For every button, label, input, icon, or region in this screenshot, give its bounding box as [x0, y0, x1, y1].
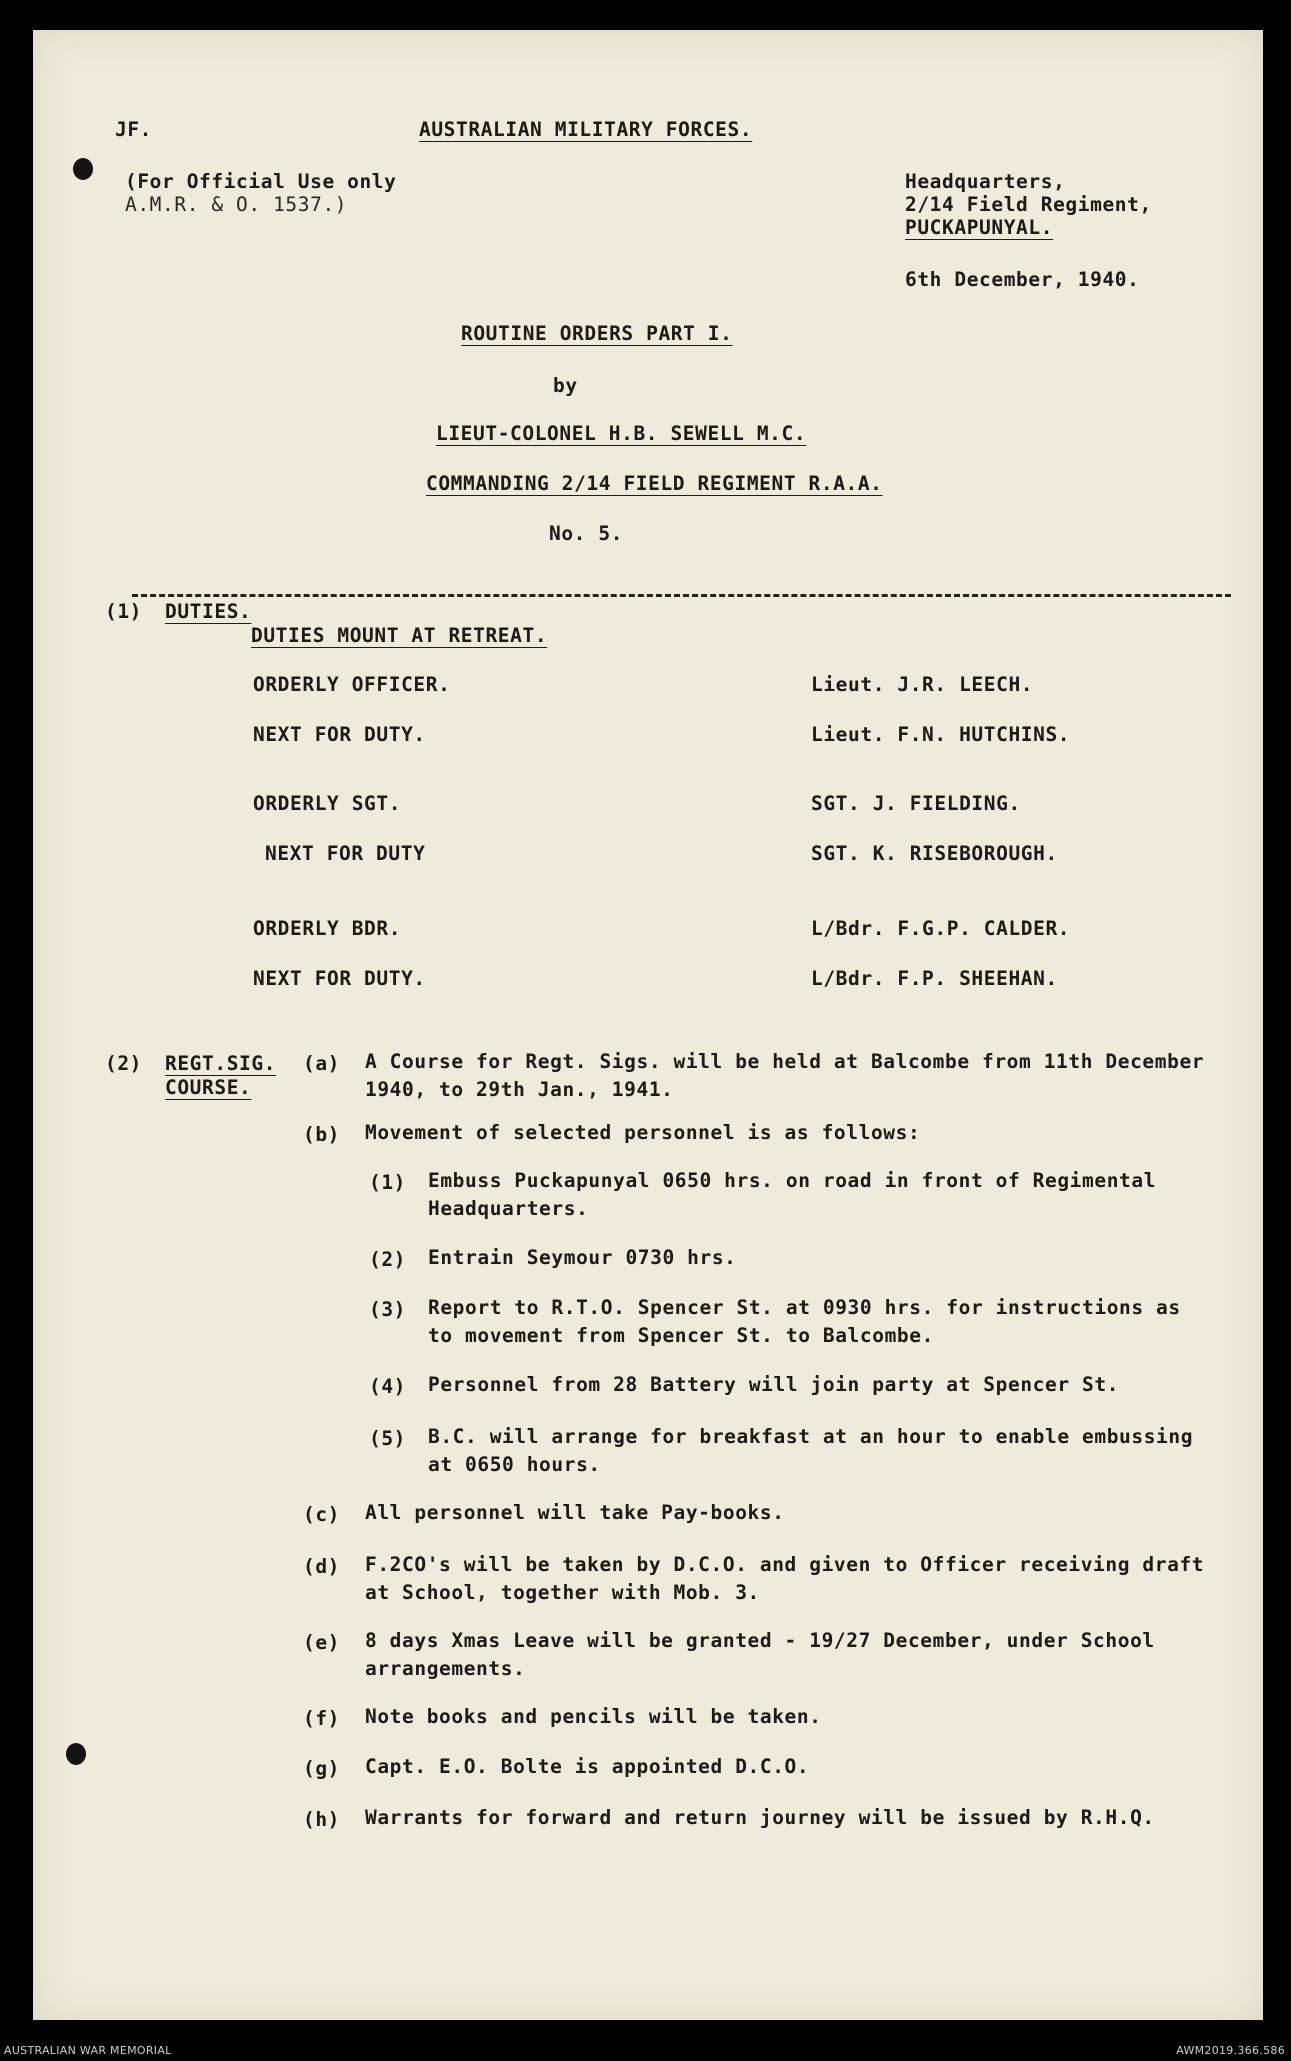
section-2-number: (2) — [105, 1052, 143, 1075]
hq-line-2: 2/14 Field Regiment, — [905, 193, 1152, 216]
section-2-heading-1: REGT.SIG. — [165, 1052, 277, 1075]
duty-role: ORDERLY BDR. — [253, 917, 402, 940]
item-text: All personnel will take Pay-books. — [365, 1501, 785, 1524]
footer-credit: AUSTRALIAN WAR MEMORIAL — [4, 2044, 172, 2057]
movement-text: Embuss Puckapunyal 0650 hrs. on road in front of Regimental Headquarters. — [428, 1169, 1157, 1220]
order-number: No. 5. — [549, 522, 624, 545]
by-line: by — [553, 374, 578, 397]
item-label: (g) — [303, 1757, 341, 1780]
document-title: AUSTRALIAN MILITARY FORCES. — [419, 118, 753, 141]
item-label: (h) — [303, 1808, 341, 1831]
duty-name: L/Bdr. F.P. SHEEHAN. — [811, 967, 1058, 990]
section-1-number: (1) — [105, 600, 143, 623]
section-2-heading-2: COURSE. — [165, 1076, 252, 1099]
footer-accession: AWM2019.366.586 — [1176, 2044, 1285, 2057]
duty-role: NEXT FOR DUTY. — [253, 723, 426, 746]
movement-text: Entrain Seymour 0730 hrs. — [428, 1246, 737, 1269]
movement-text: Personnel from 28 Battery will join party at Spencer St. — [428, 1373, 1120, 1396]
item-label: (b) — [303, 1123, 341, 1146]
item-label: (f) — [303, 1707, 341, 1730]
duty-role: NEXT FOR DUTY — [265, 842, 426, 865]
orders-title: ROUTINE ORDERS PART I. — [461, 322, 733, 345]
movement-label: (1) — [369, 1171, 407, 1194]
item-label: (d) — [303, 1555, 341, 1578]
movement-label: (2) — [369, 1248, 407, 1271]
hq-line-3: PUCKAPUNYAL. — [905, 216, 1054, 239]
duty-name: Lieut. J.R. LEECH. — [811, 673, 1034, 696]
hq-line-1: Headquarters, — [905, 170, 1066, 193]
item-text: Warrants for forward and return journey will be issued by R.H.Q. — [365, 1806, 1155, 1829]
officer-name: LIEUT-COLONEL H.B. SEWELL M.C. — [436, 422, 807, 445]
duty-role: NEXT FOR DUTY. — [253, 967, 426, 990]
item-text: Movement of selected personnel is as follows: — [365, 1121, 921, 1144]
duty-name: L/Bdr. F.G.P. CALDER. — [811, 917, 1071, 940]
corner-mark: JF. — [115, 118, 153, 141]
section-1-subheading: DUTIES MOUNT AT RETREAT. — [251, 624, 548, 647]
official-use-line-1: (For Official Use only — [125, 170, 397, 193]
movement-label: (5) — [369, 1427, 407, 1450]
duty-role: ORDERLY OFFICER. — [253, 673, 451, 696]
official-use-line-2: A.M.R. & O. 1537.) — [125, 193, 348, 216]
item-text: Note books and pencils will be taken. — [365, 1705, 822, 1728]
duty-name: Lieut. F.N. HUTCHINS. — [811, 723, 1071, 746]
duty-name: SGT. K. RISEBOROUGH. — [811, 842, 1058, 865]
item-text: F.2CO's will be taken by D.C.O. and given to Officer receiving draft at School, together with Mob. 3. — [365, 1553, 1205, 1604]
movement-label: (4) — [369, 1375, 407, 1398]
item-label: (a) — [303, 1052, 341, 1075]
commanding-line: COMMANDING 2/14 FIELD REGIMENT R.A.A. — [426, 472, 883, 495]
movement-label: (3) — [369, 1298, 407, 1321]
duty-role: ORDERLY SGT. — [253, 792, 402, 815]
separator-rule — [132, 594, 1231, 597]
item-label: (c) — [303, 1503, 341, 1526]
section-1-heading: DUTIES. — [165, 600, 252, 623]
order-date: 6th December, 1940. — [905, 268, 1140, 291]
item-label: (e) — [303, 1631, 341, 1654]
movement-text: Report to R.T.O. Spencer St. at 0930 hrs. for instructions as to movement from Spencer St. to Balcombe. — [428, 1296, 1181, 1347]
item-text: Capt. E.O. Bolte is appointed D.C.O. — [365, 1755, 810, 1778]
movement-text: B.C. will arrange for breakfast at an hour to enable embussing at 0650 hours. — [428, 1425, 1194, 1476]
item-text: A Course for Regt. Sigs. will be held at Balcombe from 11th December 1940, to 29th Jan., 1941. — [365, 1050, 1205, 1101]
document-page — [33, 30, 1263, 2020]
item-text: 8 days Xmas Leave will be granted - 19/27 December, under School arrangements. — [365, 1629, 1155, 1680]
punch-hole — [66, 1743, 86, 1765]
duty-name: SGT. J. FIELDING. — [811, 792, 1021, 815]
punch-hole — [73, 158, 93, 180]
